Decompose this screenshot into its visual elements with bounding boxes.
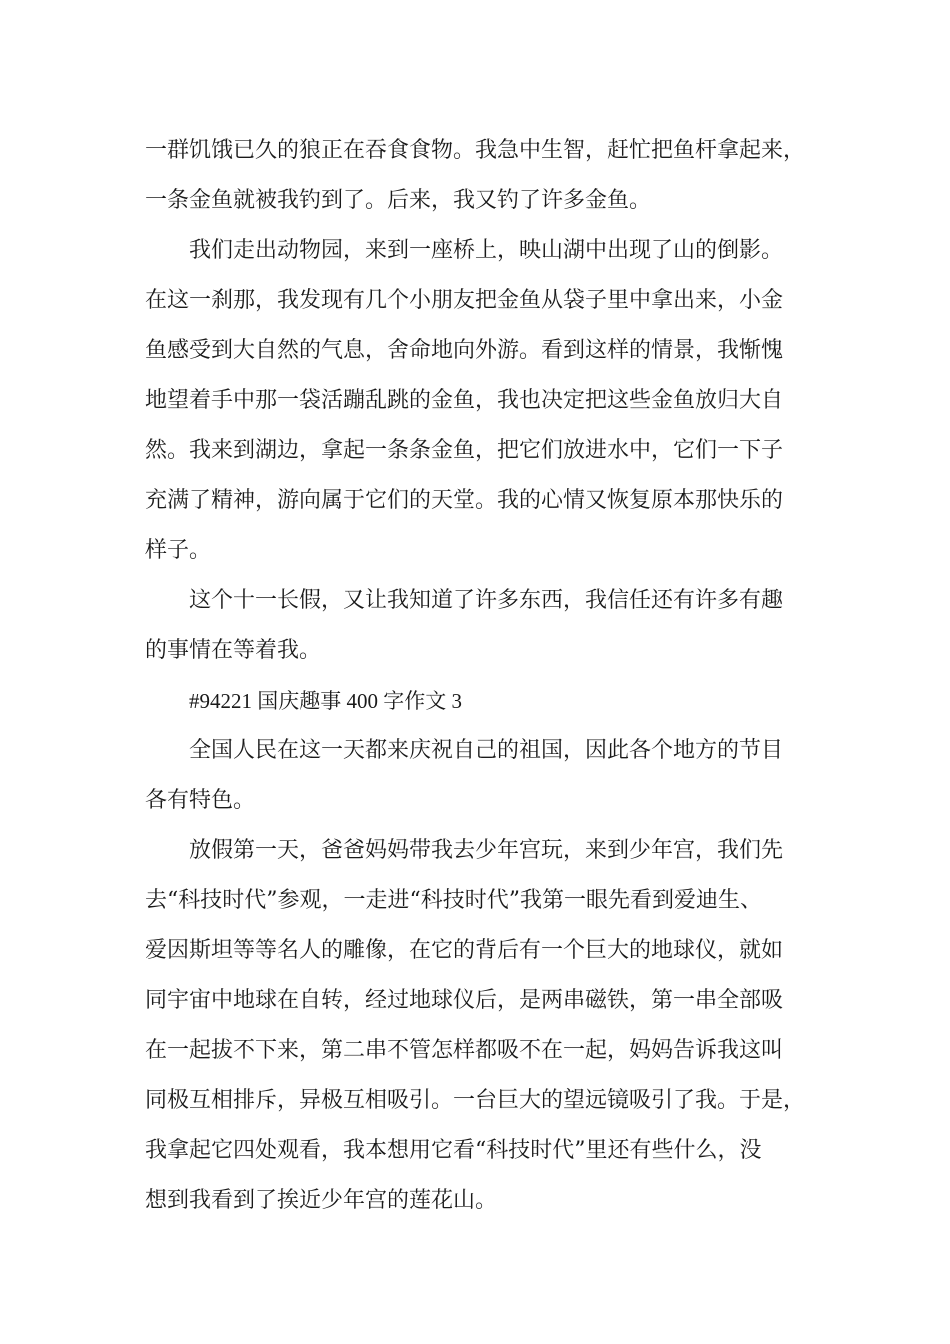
text-line: 在这一刹那，我发现有几个小朋友把金鱼从袋子里中拿出来，小金: [145, 288, 784, 313]
text-line: 放假第一天，爸爸妈妈带我去少年宫玩，来到少年宫，我们先: [189, 838, 784, 863]
text-line: 然。我来到湖边，拿起一条条金鱼，把它们放进水中，它们一下子: [145, 438, 784, 463]
text-line: 充满了精神，游向属于它们的天堂。我的心情又恢复原本那快乐的: [145, 488, 784, 513]
text-line: 样子。: [145, 538, 212, 563]
text-line: 同极互相排斥，异极互相吸引。一台巨大的望远镜吸引了我。于是，: [145, 1088, 806, 1113]
text-line: 地望着手中那一袋活蹦乱跳的金鱼，我也决定把这些金鱼放归大自: [145, 388, 784, 413]
section-heading: #94221 国庆趣事 400 字作文 3: [189, 689, 462, 713]
text-line: 想到我看到了挨近少年宫的莲花山。: [145, 1188, 498, 1213]
text-line: 爱因斯坦等等名人的雕像，在它的背后有一个巨大的地球仪，就如: [145, 938, 784, 963]
text-line: 各有特色。: [145, 788, 256, 813]
text-line: 的事情在等着我。: [145, 638, 322, 663]
text-line: 一条金鱼就被我钓到了。后来，我又钓了许多金鱼。: [145, 188, 652, 213]
text-line: 一群饥饿已久的狼正在吞食食物。我急中生智，赶忙把鱼杆拿起来，: [145, 138, 806, 163]
text-line: 这个十一长假，又让我知道了许多东西，我信任还有许多有趣: [189, 588, 784, 613]
text-line: 在一起拔不下来，第二串不管怎样都吸不在一起，妈妈告诉我这叫: [145, 1038, 784, 1063]
text-line: 我拿起它四处观看，我本想用它看“科技时代”里还有些什么，没: [145, 1138, 762, 1163]
text-line: 我们走出动物园，来到一座桥上，映山湖中出现了山的倒影。: [189, 238, 784, 263]
text-line: 同宇宙中地球在自转，经过地球仪后，是两串磁铁，第一串全部吸: [145, 988, 784, 1013]
text-line: 鱼感受到大自然的气息，舍命地向外游。看到这样的情景，我惭愧: [145, 338, 784, 363]
text-line: 去“科技时代”参观，一走进“科技时代”我第一眼先看到爱迪生、: [145, 888, 762, 913]
text-line: 全国人民在这一天都来庆祝自己的祖国，因此各个地方的节目: [189, 738, 784, 763]
